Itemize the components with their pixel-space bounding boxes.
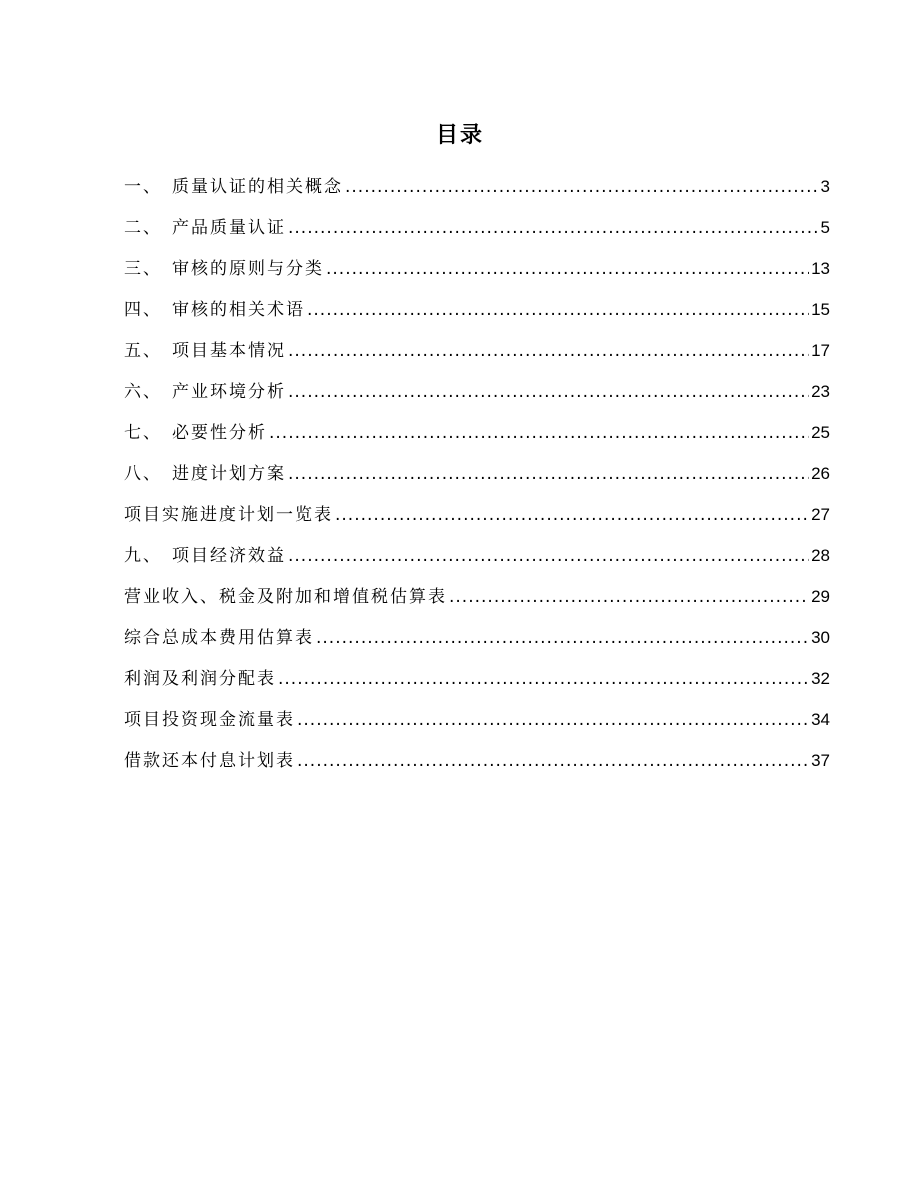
toc-entry-page: 13	[811, 259, 830, 278]
toc-entry-leader	[297, 746, 809, 776]
toc-entry[interactable]	[124, 582, 830, 623]
toc-entry-number: 九、	[124, 546, 162, 566]
toc-entry-leader	[288, 377, 809, 407]
toc-entry-page: 29	[811, 587, 830, 606]
toc-entry-leader	[269, 418, 809, 448]
toc-entry[interactable]	[124, 213, 830, 254]
toc-entry-label: 质量认证的相关概念	[172, 177, 343, 197]
toc-entry-label: 项目经济效益	[172, 546, 286, 566]
toc-entry-page: 27	[811, 505, 830, 524]
toc-entry-page: 25	[811, 423, 830, 442]
toc-entry-label: 必要性分析	[172, 423, 267, 443]
toc-entry-leader	[278, 664, 809, 694]
toc-entry-leader	[288, 459, 809, 489]
toc-entry-leader	[449, 582, 809, 612]
toc-entry-label: 产业环境分析	[172, 382, 286, 402]
toc-entry-leader	[316, 623, 809, 653]
toc-entry[interactable]	[124, 254, 830, 295]
toc-entry-number: 一、	[124, 177, 162, 197]
toc-entry[interactable]	[124, 746, 830, 787]
toc-entry-number: 六、	[124, 382, 162, 402]
toc-entry-leader	[326, 254, 809, 284]
toc-entry[interactable]	[124, 623, 830, 664]
toc-entry-label: 综合总成本费用估算表	[124, 628, 314, 648]
toc-entry-page: 34	[811, 710, 830, 729]
toc-entry-page: 17	[811, 341, 830, 360]
toc-entry[interactable]	[124, 705, 830, 746]
toc-entry-number: 五、	[124, 341, 162, 361]
toc-entry-leader	[345, 172, 819, 202]
toc-entry-page: 26	[811, 464, 830, 483]
toc-entry-label: 项目投资现金流量表	[124, 710, 295, 730]
toc-entry-page: 23	[811, 382, 830, 401]
toc-entry-leader	[307, 295, 809, 325]
toc-entry-page: 37	[811, 751, 830, 770]
toc-entry[interactable]	[124, 377, 830, 418]
toc-entry-label: 项目实施进度计划一览表	[124, 505, 333, 525]
toc-entry-label: 借款还本付息计划表	[124, 751, 295, 771]
toc-entry[interactable]	[124, 336, 830, 377]
toc-entry-number: 三、	[124, 259, 162, 279]
toc-entry[interactable]	[124, 459, 830, 500]
toc-entry-page: 30	[811, 628, 830, 647]
toc-list	[124, 172, 830, 787]
toc-entry[interactable]	[124, 418, 830, 459]
toc-entry-label: 项目基本情况	[172, 341, 286, 361]
toc-entry-label: 进度计划方案	[172, 464, 286, 484]
toc-entry-page: 15	[811, 300, 830, 319]
toc-entry-label: 利润及利润分配表	[124, 669, 276, 689]
toc-entry-label: 产品质量认证	[172, 218, 286, 238]
toc-entry[interactable]	[124, 664, 830, 705]
toc-entry-page: 28	[811, 546, 830, 565]
toc-entry-number: 四、	[124, 300, 162, 320]
toc-entry[interactable]	[124, 541, 830, 582]
toc-entry[interactable]	[124, 295, 830, 336]
toc-entry-label: 营业收入、税金及附加和增值税估算表	[124, 587, 447, 607]
toc-entry[interactable]	[124, 172, 830, 213]
toc-entry-leader	[288, 541, 809, 571]
toc-entry-leader	[335, 500, 809, 530]
toc-entry-number: 二、	[124, 218, 162, 238]
toc-title: 目录	[435, 123, 484, 148]
toc-entry-label: 审核的相关术语	[172, 300, 305, 320]
toc-entry-page: 3	[820, 177, 830, 196]
toc-entry-number: 七、	[124, 423, 162, 443]
toc-entry-leader	[297, 705, 809, 735]
toc-entry-page: 32	[811, 669, 830, 688]
toc-entry[interactable]	[124, 500, 830, 541]
toc-entry-number: 八、	[124, 464, 162, 484]
toc-entry-label: 审核的原则与分类	[172, 259, 324, 279]
toc-entry-page: 5	[820, 218, 830, 237]
toc-entry-leader	[288, 213, 819, 243]
toc-entry-leader	[288, 336, 809, 366]
